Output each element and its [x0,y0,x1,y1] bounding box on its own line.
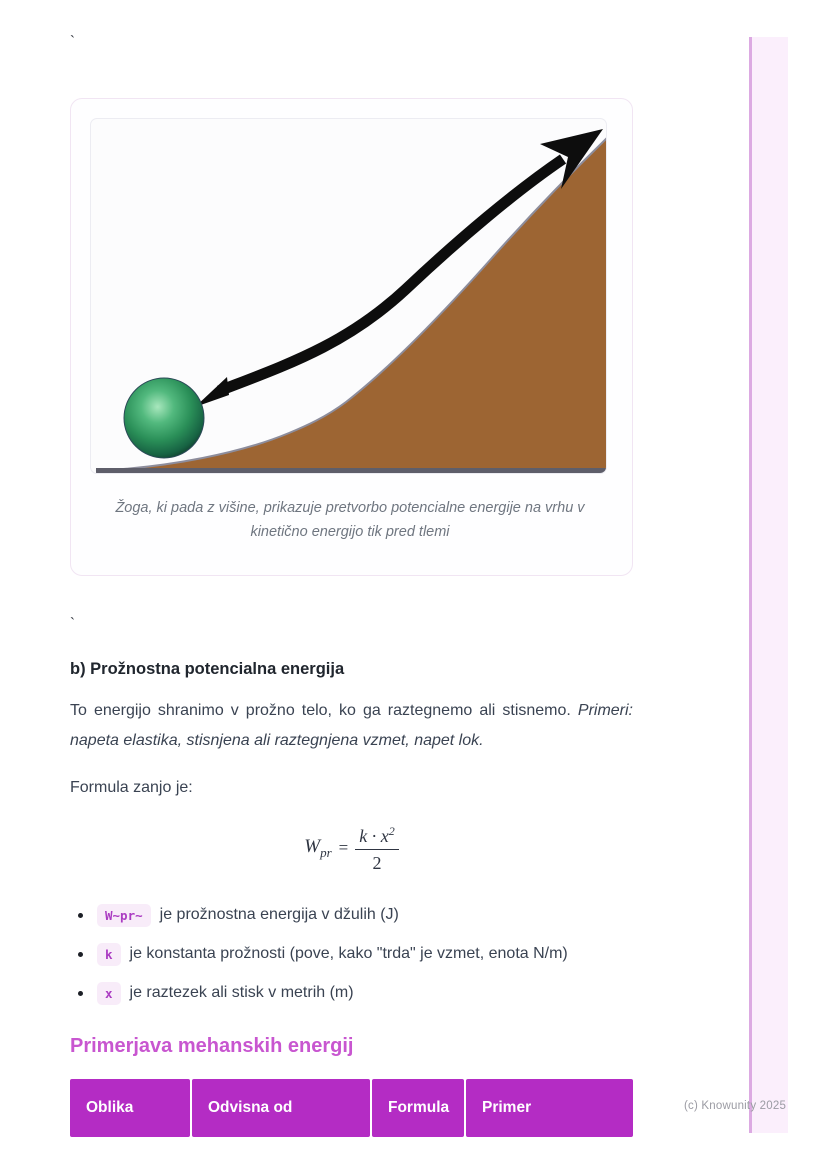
body-paragraph [70,696,633,756]
variable-list [70,902,633,1006]
paragraph-regular: To energijo shranimo v prožno telo, ko ga raztegnemo ali stisnemo. [70,702,578,719]
document-content [70,0,633,1137]
figure-card [70,98,633,576]
column-header-oblika: Oblika [70,1079,190,1137]
formula-fraction [355,825,398,872]
fraction-numerator: $k \cdot x^2$ [355,825,398,850]
list-item [70,980,633,1006]
bullet-text: je prožnostna energija v džulih (J) [159,906,399,923]
bullet-text: je konstanta prožnosti (pove, kako "trda" je vzmet, enota N/m) [129,945,568,962]
stray-backtick-top: ` [70,33,75,50]
column-header-formula: Formula [372,1079,464,1137]
bullet-icon [78,952,83,957]
exponent: 2 [388,823,395,838]
fraction-denominator: 2 [372,852,382,873]
figure-caption: Žoga, ki pada z višine, prikazuje pretvorbo potencialne energije na vrhu v kinetično energijo tik pred tlemi [115,500,585,540]
highlight-strip [749,37,788,1133]
elastic-energy-formula [304,825,398,872]
comparison-table-header [70,1079,633,1137]
paragraph-italic: Primeri: napeta elastika, stisnjena ali raztegnjena vzmet, napet lok. [70,702,633,749]
formula-lhs: $W_{pr}$ [304,835,332,860]
stray-backtick-middle: ` [70,615,75,632]
formula-block [70,822,633,874]
comparison-heading: Primerjava mehanskih energij [70,1035,354,1057]
bullet-text: je raztezek ali stisk v metrih (m) [129,984,354,1001]
formula-subscript: pr [320,844,332,860]
code-token-k: k [97,943,121,966]
list-item [70,941,633,967]
formula-equals: = [338,838,349,857]
list-item [70,902,633,928]
ground-baseline [96,468,607,474]
watermark: (c) Knowunity 2025 [684,1100,787,1112]
hill-illustration [90,118,607,474]
bullet-icon [78,991,83,996]
ball-icon [124,378,204,458]
formula-intro: Formula zanjo je: [70,779,193,796]
column-header-primer: Primer [466,1079,633,1137]
code-token-wpr: W~pr~ [97,904,151,927]
code-token-x: x [97,982,121,1005]
column-header-odvisna-od: Odvisna od [192,1079,370,1137]
subsection-heading: b) Prožnostna potencialna energija [70,660,345,678]
bullet-icon [78,913,83,918]
